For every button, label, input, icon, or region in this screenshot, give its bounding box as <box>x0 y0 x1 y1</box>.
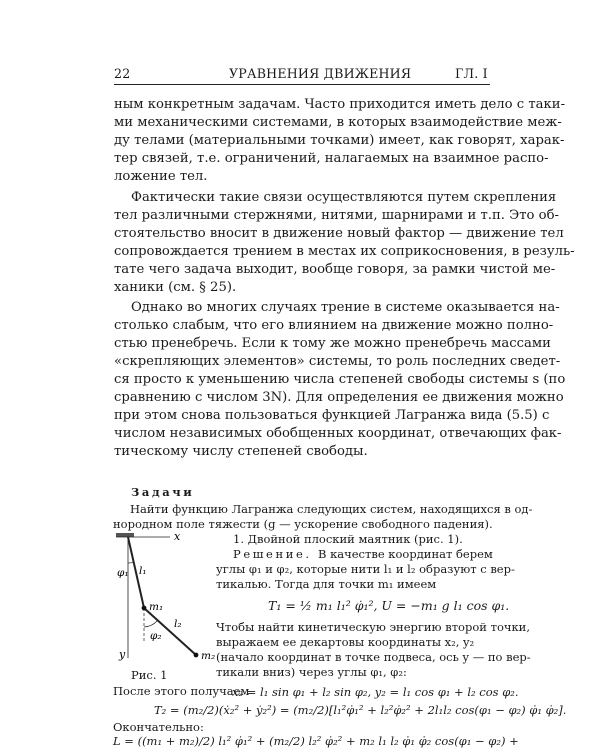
para2-line2: тел различными стержнями, нитями, шарнирами и т.п. Это об- <box>114 208 559 223</box>
para3-line3: стью пренебречь. Если к тому же можно пренебречь массами <box>114 336 551 351</box>
problem1-title: 1. Двойной плоский маятник (рис. 1). <box>233 532 463 546</box>
double-pendulum-figure <box>108 530 228 665</box>
header-rule <box>114 84 490 85</box>
para3-line7: при этом снова пользоваться функцией Лагранжа вида (5.5) с <box>114 408 550 423</box>
para3-line5: ся просто к уменьшению числа степеней свободы системы s (по <box>114 372 566 387</box>
page-number: 22 <box>114 66 131 81</box>
label-phi1: φ₁ <box>117 567 129 579</box>
kinetic-line3: (начало координат в точке подвеса, ось y — по вер- <box>216 650 531 664</box>
equation-L-line1: L = ((m₁ + m₂)/2) l₁² φ̇₁² + (m₂/2) l₂² φ̇₂² + m₂ l₁ l₂ φ̇₁ φ̇₂ cos(φ₁ − φ₂) + <box>113 734 519 748</box>
para3-line1: Однако во многих случаях трение в системе оказывается на- <box>131 300 560 315</box>
label-l2: l₂ <box>174 618 182 630</box>
para3-line2: столько слабым, что его влиянием на движение можно полно- <box>114 318 554 333</box>
mass-m2 <box>194 653 199 658</box>
label-y: y <box>119 648 126 661</box>
kinetic-line4: тикали вниз) через углы φ₁, φ₂: <box>216 665 407 679</box>
para2-line6: ханики (см. § 25). <box>114 280 237 295</box>
solution-line1: В качестве координат берем <box>318 547 493 561</box>
label-phi2: φ₂ <box>150 630 162 642</box>
para2-line3: стоятельство вносит в движение новый фактор — движение тел <box>114 226 564 241</box>
problems-heading: Задачи <box>131 485 195 499</box>
solution-line2: углы φ₁ и φ₂, которые нити l₁ и l₂ образуют с вер- <box>216 562 515 576</box>
para2-line4: сопровождается трением в местах их соприкосновения, в резуль- <box>114 244 575 259</box>
equation-T2: T₂ = (m₂/2)(ẋ₂² + ẏ₂²) = (m₂/2)[l₁²φ̇₁² + l₂²φ̇₂² + 2l₁l₂ cos(φ₁ − φ₂) φ̇₁ φ̇₂]. <box>154 703 567 717</box>
chapter-label: ГЛ. I <box>455 66 488 81</box>
running-title: УРАВНЕНИЯ ДВИЖЕНИЯ <box>229 66 412 81</box>
para1-line2: ми механическими системами, в которых взаимодействие меж- <box>114 115 562 130</box>
para1-line3: ду телами (материальными точками) имеет, как говорят, харак- <box>114 133 565 148</box>
label-m1: m₁ <box>149 601 164 613</box>
solution-line3: тикалью. Тогда для точки m₁ имеем <box>216 577 437 591</box>
mass-m1 <box>142 606 147 611</box>
problems-intro-line2: нородном поле тяжести (g — ускорение свободного падения). <box>113 517 493 531</box>
solution-word: Решение. <box>233 547 312 561</box>
para3-line8: числом независимых обобщенных координат, отвечающих фак- <box>114 426 562 441</box>
figure-caption: Рис. 1 <box>131 668 168 682</box>
angle-arc-phi2 <box>144 621 157 627</box>
kinetic-line1: Чтобы найти кинетическую энергию второй точки, <box>216 620 530 634</box>
para1-line5: ложение тел. <box>114 169 208 184</box>
equation-coords: x₂ = l₁ sin φ₁ + l₂ sin φ₂, y₂ = l₁ cos φ₁ + l₂ cos φ₂. <box>232 685 519 699</box>
kinetic-line2: выражаем ее декартовы координаты x₂, y₂ <box>216 635 475 649</box>
after-text: После этого получаем <box>113 684 250 698</box>
problems-intro-line1: Найти функцию Лагранжа следующих систем, находящихся в од- <box>130 502 533 516</box>
final-word: Окончательно: <box>113 720 204 734</box>
para3-line4: «скрепляющих элементов» системы, то роль последних сведет- <box>114 354 561 369</box>
label-x: x <box>174 530 181 543</box>
para2-line5: тате чего задача выходит, вообще говоря, за рамки чистой ме- <box>114 262 556 277</box>
para1-line1: ным конкретным задачам. Часто приходится иметь дело с таки- <box>114 97 566 112</box>
label-m2: m₂ <box>201 650 216 662</box>
para3-line9: тическому числу степеней свободы. <box>114 444 368 459</box>
label-l1: l₁ <box>139 565 147 577</box>
ceiling-block <box>116 533 134 537</box>
para2-line1: Фактически такие связи осуществляются путем скрепления <box>131 190 557 205</box>
equation-T1: T₁ = ½ m₁ l₁² φ̇₁², U = −m₁ g l₁ cos φ₁. <box>268 598 510 613</box>
para1-line4: тер связей, т.е. ограничений, налагаемых на взаимное распо- <box>114 151 549 166</box>
para3-line6: сравнению с числом 3N). Для определения ее движения можно <box>114 390 564 405</box>
